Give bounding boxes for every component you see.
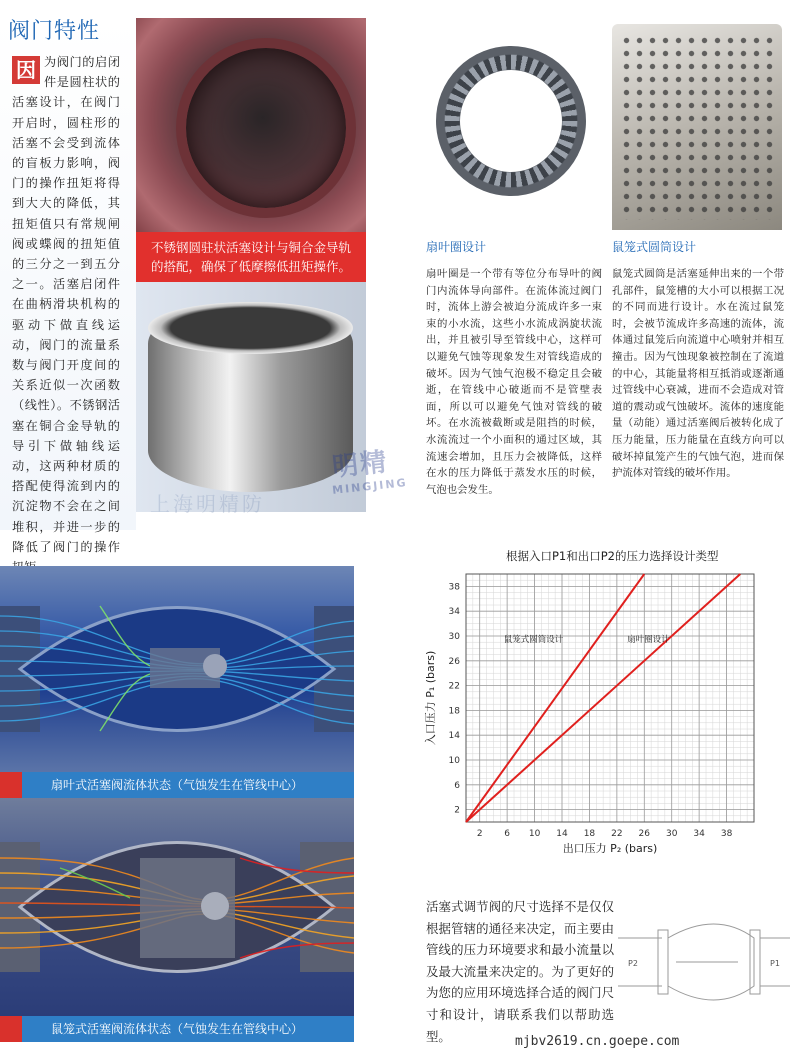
x-tick-label: 30 [665,829,678,839]
x-tick-label: 6 [504,829,511,839]
fan-design-text: 扇叶圈是一个带有等位分布导叶的阀门内流体导向部件。在流体流过阀门时，流体上游会被迫分流成许多一束束的小水流，这些小水流成涡旋状流出，并且被引导至管线中心，这样可以避免气蚀等现象发生对管线造成的破坏。因为气蚀气泡极不稳定且会破逝，在管线中心破逝而不是管壁表面，所以可以避免气蚀对管线的破坏。在水流被截断或是阻挡的时候，水流流过一个小面积的通过区域，其流速会增加，且压力会被降低，这样在水的压力降低于蒸发水压的时候，气泡也会发生。 [426,268,602,496]
chart-svg [420,566,790,866]
x-tick-label: 14 [556,829,568,839]
photo-caption: 不锈钢圆驻状活塞设计与铜合金导轨的搭配，确保了低摩擦低扭矩操作。 [136,232,366,282]
intro-body: 为阀门的启闭件是圆柱状的活塞设计，在阀门开启时，圆柱形的活塞不会受到流体的盲板力影响，阀门的操作扭矩将得到大大的降低，其扭矩值只有常规闸阀或蝶阀的扭矩值的三分之一到五分之一。活塞启闭件在曲柄滑块机构的驱动下做直线运动，阀门的流量系数与阀门开度间的关系近似一次函数（线性）。不锈钢活塞在铜合金导轨的导引下做轴线运动，这两种材质的搭配使得流到内的沉淀物不会在之间堆积，并进一步的降低了阀门的操作 [12,55,120,554]
x-tick-label: 22 [611,829,623,839]
pressure-selection-chart [420,566,790,866]
y-tick-label: 10 [448,756,460,766]
section-title: 阀门特性 [8,19,101,44]
fan-flow-simulation [0,566,354,772]
fan-simulation-caption-text: 扇叶式活塞阀流体状态（气蚀发生在管线中心） [50,778,303,792]
sizing-note: 活塞式调节阀的尺寸选择不是仅仅根据管辖的通径来决定，而主要由管线的压力环境要求和最小流量以及最大流量来决定的。为了更好的为您的应用环境选择合适的阀门尺寸和设计，请联系我们以帮助选型。 [426,899,614,1044]
y-tick-label: 2 [454,805,460,816]
intro-paragraph [12,52,120,577]
site-url: mjbv2619.cn.goepe.com [515,1034,680,1049]
x-tick-label: 26 [638,829,651,839]
cage-design-title: 鼠笼式圆筒设计 [612,240,697,254]
cage-simulation-caption [0,1016,354,1042]
y-tick-label: 22 [448,681,460,692]
y-tick-label: 38 [448,582,460,593]
fan-ring-photo [422,24,606,224]
x-tick-label: 10 [528,829,541,839]
chart-annotation-2: 扇叶圈设计 [627,635,670,646]
y-tick-label: 14 [448,731,460,742]
sketch-label-p1: P1 [770,959,780,968]
cage-cylinder-photo [612,24,782,230]
chart-title: 根据入口P1和出口P2的压力选择设计类型 [506,549,719,563]
y-tick-label: 18 [448,706,460,717]
x-tick-label: 18 [583,829,596,839]
y-tick-label: 6 [454,780,460,791]
y-axis-label: 入口压力 P₁ (bars) [424,650,437,746]
cage-simulation-caption-text: 鼠笼式活塞阀流体状态（气蚀发生在管线中心） [50,1022,303,1036]
x-tick-label: 2 [476,829,483,839]
drop-cap: 因 [12,56,40,84]
watermark-brand-en: MINGJING [331,476,409,497]
fan-simulation-caption [0,772,354,798]
cage-design-text: 鼠笼式圆筒是活塞延伸出来的一个带孔部件，鼠笼槽的大小可以根据工况的不同而进行设计。水在流过鼠笼时，会被节流成许多高速的流体，流体通过鼠笼后向流道中心喷射并相互撞击。因为气蚀现象被控制在了流道的中心，其能量将相互抵消或逐渐通过管线中心衰减，进而不会造成对管道的震动或气蚀破坏。流体的速度能量（动能）通过活塞阀后被转化成了压力能量，压力能量在直线方向可以破坏掉鼠笼产生的气蚀气泡，进而保护流体对管线的破坏作用。 [612,268,784,480]
cage-flow-simulation [0,798,354,1016]
watermark-text: 上海明精防 [150,492,265,516]
y-tick-label: 26 [448,656,460,667]
y-tick-label: 34 [448,607,460,618]
y-tick-label: 30 [448,632,460,642]
flow-lines-1 [0,566,354,772]
valve-interior-photo [136,18,366,240]
flow-lines-2 [0,798,354,1016]
piston-sleeve-photo [136,282,366,512]
x-tick-label: 38 [720,829,733,839]
x-axis-label: 出口压力 P₂ (bars) [562,842,658,855]
x-tick-label: 34 [693,829,705,839]
chart-annotation-1: 鼠笼式圆筒设计 [503,635,564,646]
watermark-brand-cn: 明精 [330,447,390,483]
fan-design-title: 扇叶圈设计 [426,240,487,254]
valve-sketch [618,916,790,1006]
sketch-label-p2: P2 [628,959,638,968]
